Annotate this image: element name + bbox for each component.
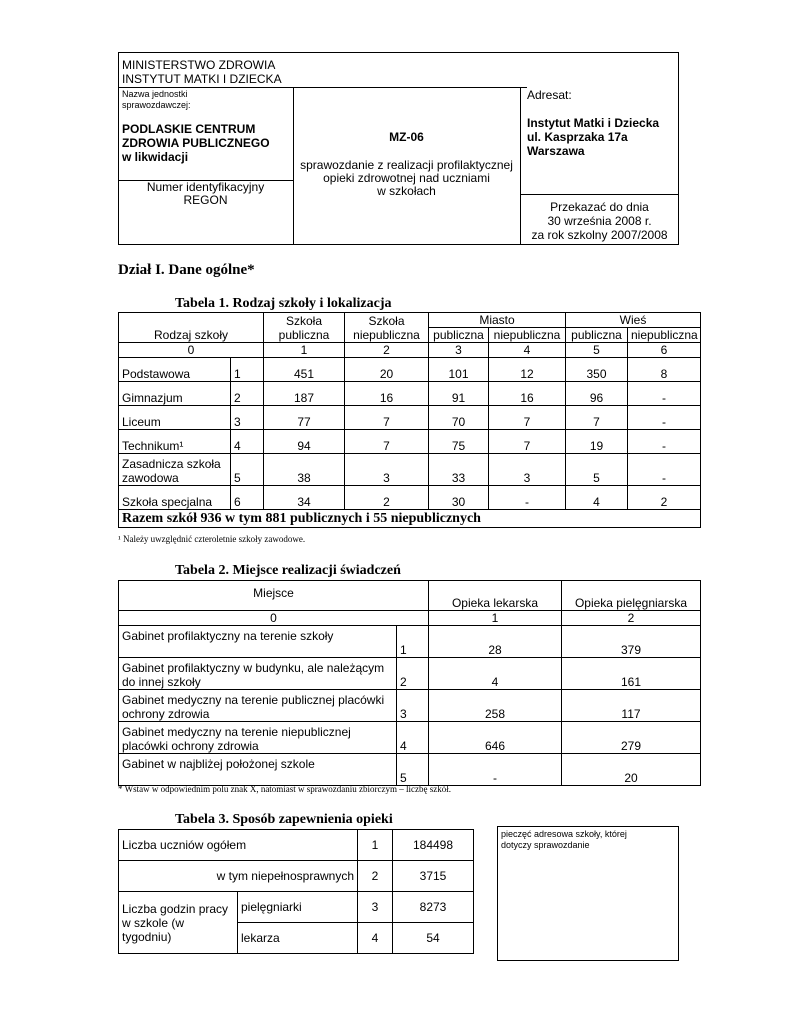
cell: 7: [489, 430, 566, 454]
table1-col-nonpublic-2: niepubliczna: [353, 327, 420, 342]
nurses-value: 8273: [393, 892, 474, 923]
row-number: 4: [397, 722, 429, 754]
doctor-care: 646: [429, 722, 562, 754]
doctors-label: lekarza: [238, 923, 358, 954]
table2-idx: 1: [429, 611, 562, 626]
row-number: 1: [397, 626, 429, 658]
table3: [118, 829, 474, 954]
cell: -: [628, 454, 701, 486]
addressee-line-3: Warszawa: [527, 144, 585, 158]
deadline-line-2: 30 września 2008 r.: [547, 214, 652, 228]
table-row: [119, 754, 701, 786]
doctor-care: 28: [429, 626, 562, 658]
cell: 33: [429, 454, 489, 486]
nurse-care: 379: [562, 626, 701, 658]
stamp-label-line-1: pieczęć adresowa szkoły, której: [501, 829, 627, 839]
place-name: [119, 754, 397, 786]
cell: 94: [264, 430, 345, 454]
cell: 3: [345, 454, 429, 486]
header-divider-right: [520, 194, 679, 195]
table1-col-city: Miasto: [429, 313, 566, 328]
place-name: [119, 658, 397, 690]
cell: 2: [345, 486, 429, 510]
cell: 96: [566, 382, 628, 406]
table1-title: Tabela 1. Rodzaj szkoły i lokalizacja: [175, 296, 392, 311]
regon-label-line-1: Numer identyfikacyjny: [146, 180, 265, 194]
row-number: 5: [397, 754, 429, 786]
cell: 16: [489, 382, 566, 406]
stamp-label: [498, 827, 678, 853]
cell: 75: [429, 430, 489, 454]
ministry-line-1: MINISTERSTWO ZDROWIA: [122, 58, 276, 72]
deadline-line-3: za rok szkolny 2007/2008: [531, 228, 668, 242]
cell: 30: [429, 486, 489, 510]
doctor-care: -: [429, 754, 562, 786]
school-type: Zasadnicza szkoła zawodowa: [119, 454, 231, 486]
header-divider-top: [118, 87, 527, 88]
cell: 7: [345, 406, 429, 430]
table2-col-doctor: Opieka lekarska: [429, 581, 562, 611]
section-title: Dział I. Dane ogólne*: [118, 262, 255, 278]
hours-label: [119, 892, 238, 954]
row-number: 2: [231, 382, 264, 406]
nurse-care: 20: [562, 754, 701, 786]
place-name: [119, 626, 397, 658]
cell: 5: [566, 454, 628, 486]
table1-col-nonpublic-1: Szkoła: [368, 313, 405, 328]
doctor-care: 258: [429, 690, 562, 722]
addressee-label: Adresat:: [527, 88, 572, 102]
table1: [118, 312, 701, 528]
place-name-line: placówki ochrony zdrowia: [122, 739, 259, 753]
cell: 8: [628, 358, 701, 382]
stamp-label-line-2: dotyczy sprawozdanie: [501, 840, 590, 850]
table-row: [119, 658, 701, 690]
cell: 451: [264, 358, 345, 382]
cell: 38: [264, 454, 345, 486]
cell: 7: [566, 406, 628, 430]
table1-col-type: Rodzaj szkoły: [119, 313, 264, 343]
table-row: [119, 486, 701, 510]
nurses-label: pielęgniarki: [238, 892, 358, 923]
cell: 2: [628, 486, 701, 510]
doctor-care: 4: [429, 658, 562, 690]
row-number: 3: [358, 892, 393, 923]
unit-label: [122, 89, 191, 111]
cell: 19: [566, 430, 628, 454]
place-name-line: do innej szkoły: [122, 675, 201, 689]
cell: 20: [345, 358, 429, 382]
row-number: 1: [231, 358, 264, 382]
table-row: [119, 382, 701, 406]
regon-label: [118, 181, 293, 207]
disabled-value: 3715: [393, 861, 474, 892]
table-row: [119, 861, 474, 892]
cell: 101: [429, 358, 489, 382]
cell: 77: [264, 406, 345, 430]
cell: 12: [489, 358, 566, 382]
table2-index-row: [119, 611, 701, 626]
row-number: 1: [358, 830, 393, 861]
form-desc-line-1: sprawozdanie z realizacji profilaktycznej: [300, 158, 513, 172]
table1-col-village: Wieś: [566, 313, 701, 328]
table-row: [119, 626, 701, 658]
table1-city-public: publiczna: [429, 328, 489, 343]
regon-label-line-2: REGON: [183, 193, 228, 207]
ministry-name: [122, 58, 282, 86]
form-desc-line-2: opieki zdrowotnej nad uczniami: [323, 171, 490, 185]
school-type: Szkoła specjalna: [119, 486, 231, 510]
hours-label-line: tygodniu): [122, 929, 172, 944]
hours-label-line: Liczba godzin pracy: [122, 901, 229, 916]
deadline-line-1: Przekazać do dnia: [550, 200, 649, 214]
unit-name: [122, 122, 270, 164]
cell: -: [628, 406, 701, 430]
unit-name-line-2: ZDROWIA PUBLICZNEGO: [122, 136, 270, 150]
table1-village-public: publiczna: [566, 328, 628, 343]
place-name-line: Gabinet profilaktyczny na terenie szkoły: [122, 629, 334, 643]
cell: 16: [345, 382, 429, 406]
addressee-line-2: ul. Kasprzaka 17a: [527, 130, 628, 144]
table1-idx: 6: [628, 343, 701, 358]
doctors-value: 54: [393, 923, 474, 954]
table2-title: Tabela 2. Miejsce realizacji świadczeń: [175, 563, 401, 578]
table3-title: Tabela 3. Sposób zapewnienia opieki: [175, 812, 393, 827]
table1-footnote: ¹ Należy uwzględnić czteroletnie szkoły zawodowe.: [118, 534, 306, 544]
school-stamp-box: [497, 826, 679, 961]
table-row: [119, 690, 701, 722]
deadline: [520, 200, 679, 242]
unit-name-line-1: PODLASKIE CENTRUM: [122, 122, 256, 136]
cell: 7: [345, 430, 429, 454]
cell: -: [628, 430, 701, 454]
cell: 3: [489, 454, 566, 486]
school-type: Gimnazjum: [119, 382, 231, 406]
hours-label-line: w szkole (w: [122, 915, 185, 930]
unit-name-line-3: w likwidacji: [122, 150, 189, 164]
cell: 350: [566, 358, 628, 382]
table1-idx: 0: [119, 343, 264, 358]
place-name-line: Gabinet w najbliżej położonej szkole: [122, 757, 315, 771]
unit-label-line-1: Nazwa jednostki: [122, 89, 188, 99]
cell: 7: [489, 406, 566, 430]
table2-footnote: * Wstaw w odpowiednim polu znak X, natomiast w sprawozdaniu zbiorczym – liczbę szkół.: [118, 784, 452, 794]
table1-index-row: [119, 343, 701, 358]
ministry-line-2: INSTYTUT MATKI I DZIECKA: [122, 72, 282, 86]
table1-idx: 3: [429, 343, 489, 358]
cell: 91: [429, 382, 489, 406]
row-number: 2: [397, 658, 429, 690]
table1-city-nonpublic: niepubliczna: [489, 328, 566, 343]
place-name-line: ochrony zdrowia: [122, 707, 210, 721]
table1-col-public: [264, 313, 345, 343]
school-type: Liceum: [119, 406, 231, 430]
addressee-line-1: Instytut Matki i Dziecka: [527, 116, 660, 130]
form-desc-line-3: w szkołach: [377, 184, 436, 198]
table-row: [119, 406, 701, 430]
table1-village-nonpublic: niepubliczna: [628, 328, 701, 343]
row-number: 5: [231, 454, 264, 486]
unit-label-line-2: sprawozdawczej:: [122, 100, 191, 110]
nurse-care: 117: [562, 690, 701, 722]
table1-col-public-1: Szkoła: [285, 313, 323, 328]
table1-idx: 4: [489, 343, 566, 358]
table-row: [119, 722, 701, 754]
table-row: [119, 892, 474, 923]
place-name: [119, 690, 397, 722]
nurse-care: 161: [562, 658, 701, 690]
disabled-label: w tym niepełnosprawnych: [119, 861, 358, 892]
table-row: [119, 358, 701, 382]
row-number: 4: [358, 923, 393, 954]
school-type: Technikum¹: [119, 430, 231, 454]
row-number: 3: [231, 406, 264, 430]
place-name-line: Gabinet medyczny na terenie niepublicznej: [122, 725, 351, 739]
cell: 70: [429, 406, 489, 430]
table2-idx: 2: [562, 611, 701, 626]
cell: -: [628, 382, 701, 406]
table1-idx: 2: [345, 343, 429, 358]
form-code: MZ-06: [389, 130, 424, 144]
school-type: Podstawowa: [119, 358, 231, 382]
cell: 4: [566, 486, 628, 510]
form-description: [293, 159, 520, 198]
table2-idx: 0: [119, 611, 429, 626]
cell: 34: [264, 486, 345, 510]
row-number: 6: [231, 486, 264, 510]
nurse-care: 279: [562, 722, 701, 754]
cell: 187: [264, 382, 345, 406]
place-name-line: Gabinet medyczny na terenie publicznej placówki: [122, 693, 385, 707]
table1-col-public-2: publiczna: [278, 327, 330, 342]
table-row: [119, 830, 474, 861]
table1-idx: 5: [566, 343, 628, 358]
table1-idx: 1: [264, 343, 345, 358]
table-row: [119, 454, 701, 486]
row-number: 2: [358, 861, 393, 892]
row-number: 3: [397, 690, 429, 722]
table-row: [119, 430, 701, 454]
row-number: 4: [231, 430, 264, 454]
table1-total: Razem szkół 936 w tym 881 publicznych i 55 niepublicznych: [119, 510, 701, 528]
students-label: Liczba uczniów ogółem: [119, 830, 358, 861]
table1-col-nonpublic: [345, 313, 429, 343]
cell: -: [489, 486, 566, 510]
students-value: 184498: [393, 830, 474, 861]
place-name: [119, 722, 397, 754]
table2-col-nurse: Opieka pielęgniarska: [562, 581, 701, 611]
addressee: [527, 116, 659, 158]
table2: [118, 580, 701, 786]
table2-col-place: Miejsce: [119, 581, 429, 611]
place-name-line: Gabinet profilaktyczny w budynku, ale należącym: [122, 661, 385, 675]
